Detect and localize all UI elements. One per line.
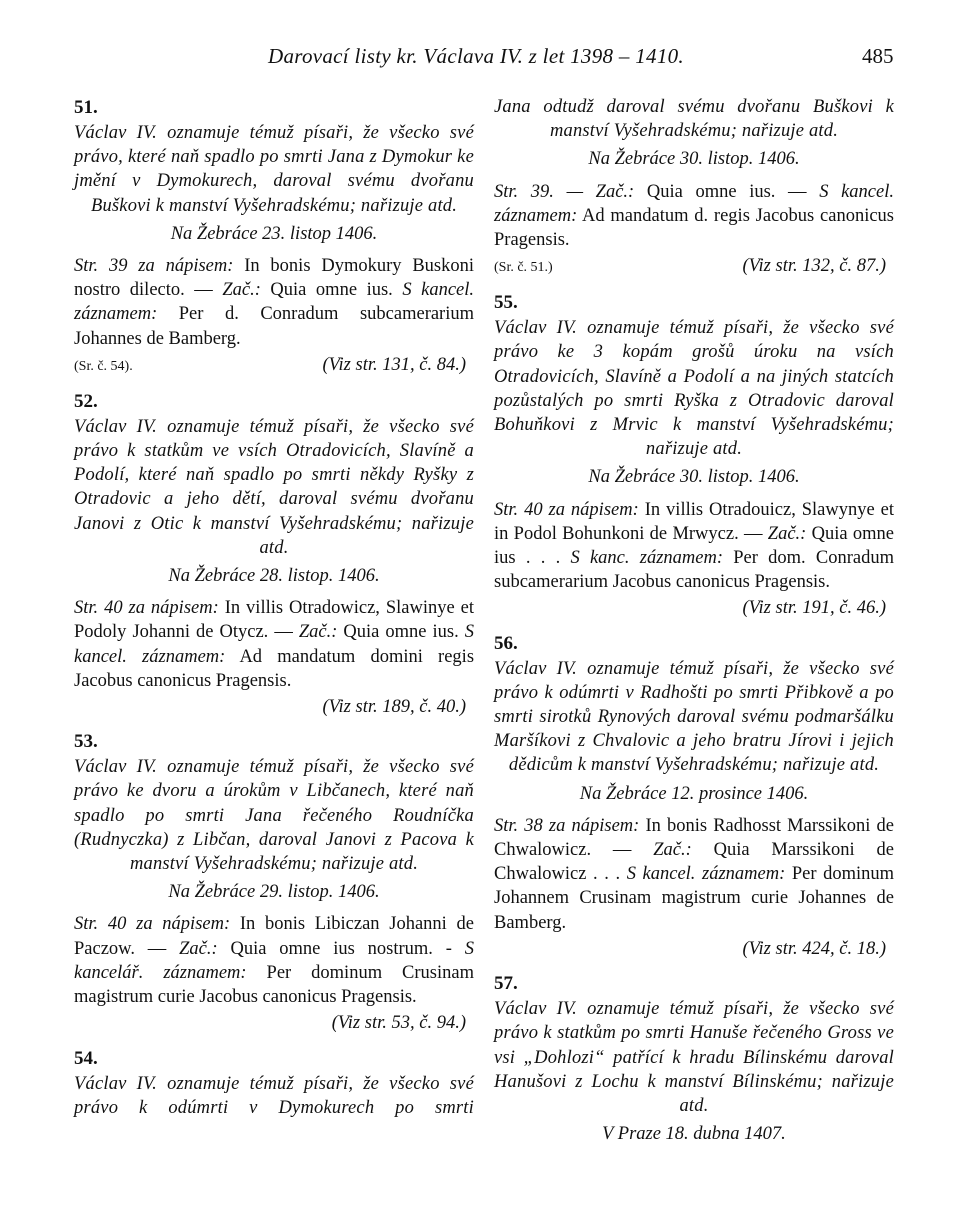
entry-regest: Václav IV. oznamuje témuž písaři, že všecko své právo k statkům po smrti Hanuše řečeného Gross ve vsi „Dohlozi“ patřící k hradu Bílinskému daroval Hanušovi z Lochu k manství Bílinskému; nařizuje atd. [494, 999, 894, 1116]
entry-number: 55. [494, 292, 518, 314]
note-text: Per dominum Johannem Crusinam magistrum curie Johannes de Bamberg. [494, 864, 894, 933]
note-text: Quia omne ius. [260, 280, 403, 301]
entry-place-date: Na Žebráce 30. listop. 1406. [588, 149, 800, 170]
entry-source-note [494, 814, 894, 935]
page-reference: (Viz str. 424, č. 18.) [742, 938, 886, 959]
note-keyword: Zač.: [298, 622, 338, 643]
page-reference: (Viz str. 191, č. 46.) [742, 598, 886, 619]
note-keyword: Str. 39 za nápisem: [74, 256, 234, 277]
entry-regest: Václav IV. oznamuje témuž písaři, že všecko své právo k odúmrti v Radhošti po smrti Přibkově a po smrti sirotků Rynových daroval svému podmaršálku Maršíkovi z Chvalovic a jeho bratru Jírovi i jejich dědicům k manství Vyšehradskému; nařizuje atd. [494, 658, 894, 776]
left-column [74, 95, 474, 1126]
note-keyword: S kanc. záznamem: [570, 548, 723, 569]
running-title: Darovací listy kr. Václava IV. z let 1398 – 1410. [268, 44, 684, 68]
note-keyword: Zač.: [222, 280, 261, 301]
note-text: In bonis Dymokury Buskoni nostro dilecto. — [74, 256, 474, 301]
citation-line [494, 254, 894, 280]
entry-number: 57. [494, 973, 518, 995]
entry-54-continued [494, 95, 894, 280]
note-keyword: Zač.: [653, 840, 692, 861]
note-text: Per dominum Crusinam magistrum curie Jacobus canonicus Pragensis. [74, 962, 474, 1008]
entry-55 [494, 290, 894, 620]
page-reference: (Viz str. 189, č. 40.) [322, 697, 466, 718]
citation-line [74, 353, 474, 379]
note-text: Quia omne ius. — [634, 181, 820, 202]
note-text: Ad mandatum d. regis Jacobus canonicus Pragensis. [494, 205, 894, 251]
cross-reference: (Sr. č. 54). [74, 358, 133, 374]
entry-place-date: Na Žebráce 23. listop 1406. [170, 223, 378, 244]
note-text: Per d. Conradum subcamerarium Johannes de Bamberg. [74, 304, 474, 349]
entry-place-date: Na Žebráce 12. prosince 1406. [579, 783, 809, 804]
note-text: In bonis Radhosst Marssikoni de Chwalowicz. — [494, 815, 894, 861]
note-text: Quia Marssikoni de Chwalowicz . . . [494, 840, 894, 885]
entry-source-note [74, 912, 474, 1009]
note-keyword: Zač.: [767, 523, 807, 544]
note-text: Quia omne ius . . . [494, 523, 894, 569]
note-text: Per dom. Conradum subcamerarium Jacobus canonicus Pragensis. [494, 548, 894, 593]
entry-53 [74, 729, 474, 1035]
note-keyword: Zač.: [179, 938, 218, 959]
entry-regest: Václav IV. oznamuje témuž písaři, že všecko své právo ke dvoru a úrokům v Libčanech, které naň spadlo po smrti Jana řečeného Roudníčka (Rudnyczka) z Libčan, daroval Janovi z Pacova k manství Vyšehradskému; nařizuje atd. [74, 757, 474, 875]
note-keyword: S kancel. záznamem: [494, 181, 894, 226]
note-keyword: S kancelář. záznamem: [74, 938, 474, 983]
entry-number: 52. [74, 390, 98, 412]
entry-place-date: V Praze 18. dubna 1407. [602, 1124, 786, 1145]
note-keyword: S kancel. záznamem: [74, 280, 475, 325]
page-reference: (Viz str. 132, č. 87.) [742, 256, 886, 277]
page-reference: (Viz str. 53, č. 94.) [331, 1013, 466, 1034]
entry-regest: Václav IV. oznamuje témuž písaři, že všecko své právo k odúmrti v Dymokurech po smrti [74, 1073, 474, 1118]
note-keyword: Str. 38 za nápisem: [494, 815, 640, 836]
entry-source-note [494, 498, 894, 595]
entry-source-note [74, 254, 474, 351]
note-keyword: Str. 40 za nápisem: [74, 598, 219, 619]
note-text: In villis Otradouicz, Slawynye et in Podol Bohunkoni de Mrwycz. — [494, 499, 895, 544]
entry-number: 51. [74, 97, 98, 118]
entry-57 [494, 971, 894, 1146]
entry-number: 53. [74, 731, 98, 753]
running-head [0, 40, 960, 76]
entry-source-note [74, 596, 474, 693]
entry-source-note [494, 180, 894, 253]
entry-place-date: Na Žebráce 28. listop. 1406. [168, 566, 380, 587]
page-reference: (Viz str. 131, č. 84.) [322, 354, 466, 375]
note-keyword: S kancel. záznamem: [74, 622, 474, 667]
entry-regest: Jana odtudž daroval svému dvořanu Buškovi k manství Vyšehradskému; nařizuje atd. [494, 97, 894, 142]
note-text: Ad mandatum domini regis Jacobus canonicus Pragensis. [74, 646, 475, 691]
page-number: 485 [862, 44, 894, 68]
entry-regest: Václav IV. oznamuje témuž písaři, že všecko své právo k statkům ve vsích Otradovicích, Slavíně a Podolí, které naň spadlo po smrti někdy Ryšky z Otradovic a jeho dětí, daroval svému dvořanu Janovi z Otic k manství Vyšehradskému; nařizuje atd. [74, 416, 474, 558]
entry-place-date: Na Žebráce 29. listop. 1406. [168, 882, 380, 903]
entry-number: 54. [74, 1047, 98, 1069]
entry-regest: Václav IV. oznamuje témuž písaři, že všecko své právo ke 3 kopám grošů úroku na vsích Otradovicích, Slavíně a Podolí a na jiných statcích pozůstalých po smrti Ryška z Otradovic daroval Bohuňkovi z Mrvic k manství Vyšehradskému; nařizuje atd. [494, 318, 894, 460]
note-keyword: Str. 39. — Zač.: [494, 181, 635, 202]
entry-51 [74, 95, 474, 379]
cross-reference: (Sr. č. 51.) [494, 260, 553, 276]
note-text: Quia omne ius nostrum. - [217, 938, 465, 959]
note-text: Quia omne ius. [337, 622, 465, 643]
entry-56 [494, 631, 894, 961]
note-keyword: Str. 40 za nápisem: [494, 499, 639, 520]
entry-52 [74, 389, 474, 719]
entry-regest: Václav IV. oznamuje témuž písaři, že všecko své právo, které naň spadlo po smrti Jana z Dymokur ke jmění v Dymokurech, daroval svému dvořanu Buškovi k manství Vyšehradskému; nařizuje atd. [74, 123, 474, 216]
entry-54 [74, 1046, 474, 1120]
right-column [494, 95, 894, 1154]
note-text: In villis Otradowicz, Slawinye et Podoly Johanni de Otycz. — [74, 598, 475, 643]
entry-number: 56. [494, 632, 518, 654]
note-keyword: Str. 40 za nápisem: [74, 914, 231, 935]
note-keyword: S kancel. záznamem: [626, 864, 786, 885]
entry-place-date: Na Žebráce 30. listop. 1406. [588, 467, 800, 488]
note-text: In bonis Libiczan Johanni de Paczow. — [74, 914, 474, 959]
